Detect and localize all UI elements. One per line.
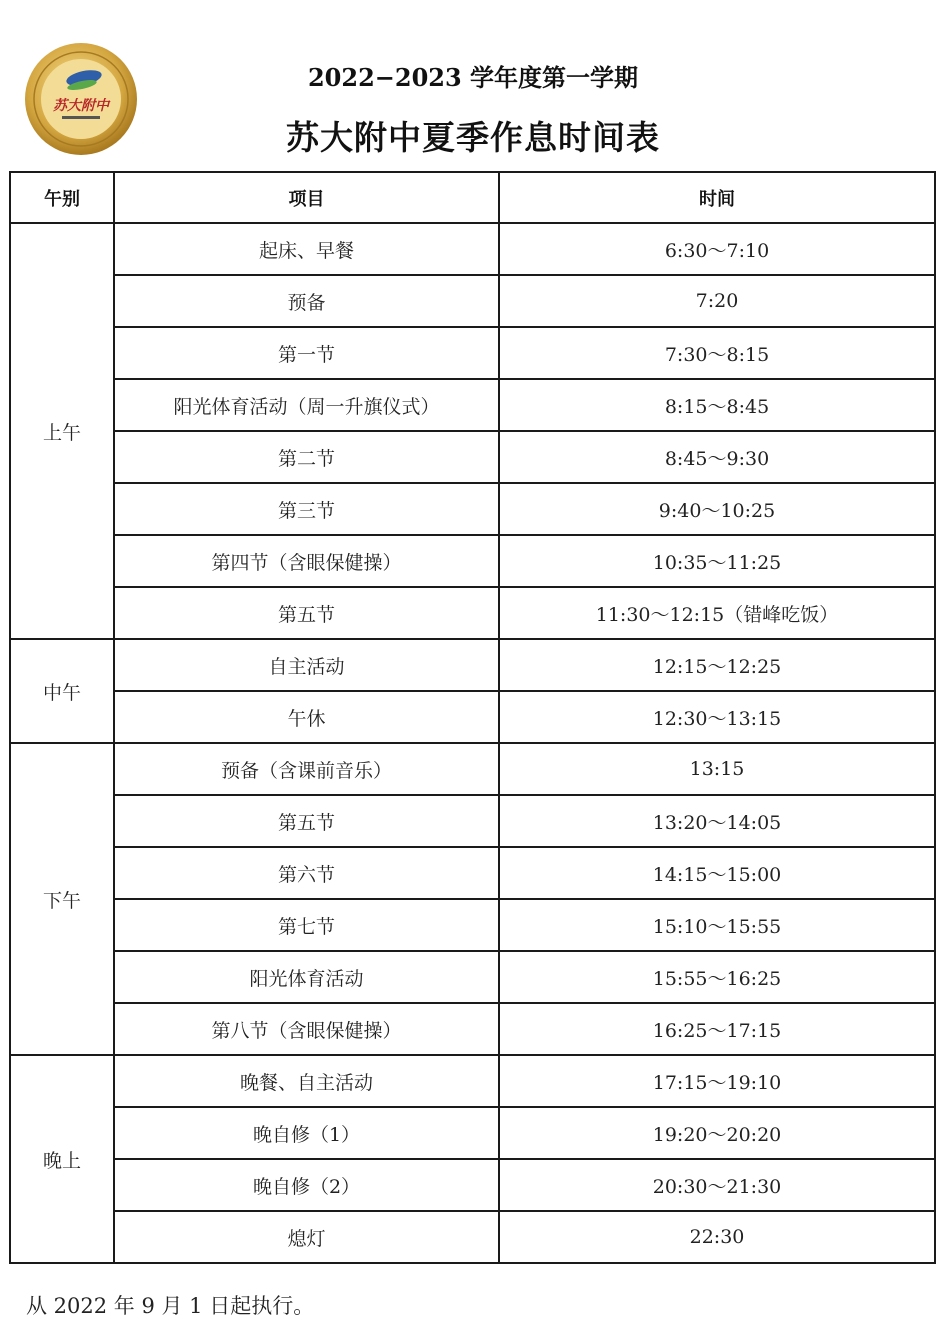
period-cell: 晚上 <box>10 1055 114 1263</box>
item-cell: 第七节 <box>114 899 499 951</box>
time-cell: 9:40～10:25 <box>499 483 935 535</box>
time-cell: 13:15 <box>499 743 935 795</box>
time-cell: 15:10～15:55 <box>499 899 935 951</box>
time-cell: 14:15～15:00 <box>499 847 935 899</box>
semester-subtitle: 2022−2023 学年度第一学期 <box>307 63 639 92</box>
table-row <box>10 223 935 275</box>
time-cell: 10:35～11:25 <box>499 535 935 587</box>
page-title: 苏大附中夏季作息时间表 <box>286 118 660 157</box>
item-cell: 熄灯 <box>114 1211 499 1263</box>
item-cell: 阳光体育活动（周一升旗仪式） <box>114 379 499 431</box>
column-header-time: 时间 <box>499 172 935 223</box>
table-row <box>10 275 935 327</box>
time-cell: 8:15～8:45 <box>499 379 935 431</box>
time-cell: 12:15～12:25 <box>499 639 935 691</box>
column-header-item: 项目 <box>114 172 499 223</box>
time-cell: 7:30～8:15 <box>499 327 935 379</box>
time-cell: 6:30～7:10 <box>499 223 935 275</box>
time-cell: 8:45～9:30 <box>499 431 935 483</box>
time-cell: 20:30～21:30 <box>499 1159 935 1211</box>
item-cell: 第二节 <box>114 431 499 483</box>
svg-text:苏大附中: 苏大附中 <box>53 98 109 114</box>
table-row <box>10 587 935 639</box>
item-cell: 自主活动 <box>114 639 499 691</box>
item-cell: 预备（含课前音乐） <box>114 743 499 795</box>
table-header-row <box>10 172 935 223</box>
time-cell: 19:20～20:20 <box>499 1107 935 1159</box>
table-row <box>10 847 935 899</box>
time-cell: 22:30 <box>499 1211 935 1263</box>
table-row <box>10 379 935 431</box>
item-cell: 午休 <box>114 691 499 743</box>
table-row <box>10 951 935 1003</box>
schedule-table <box>9 171 936 1264</box>
time-cell: 7:20 <box>499 275 935 327</box>
item-cell: 第三节 <box>114 483 499 535</box>
table-row <box>10 691 935 743</box>
table-row <box>10 483 935 535</box>
item-cell: 阳光体育活动 <box>114 951 499 1003</box>
time-cell: 13:20～14:05 <box>499 795 935 847</box>
table-row <box>10 1055 935 1107</box>
item-cell: 第六节 <box>114 847 499 899</box>
table-row <box>10 1003 935 1055</box>
item-cell: 起床、早餐 <box>114 223 499 275</box>
item-cell: 晚自修（2） <box>114 1159 499 1211</box>
item-cell: 第八节（含眼保健操） <box>114 1003 499 1055</box>
item-cell: 第一节 <box>114 327 499 379</box>
table-row <box>10 795 935 847</box>
item-cell: 晚自修（1） <box>114 1107 499 1159</box>
table-row <box>10 899 935 951</box>
time-cell: 12:30～13:15 <box>499 691 935 743</box>
table-row <box>10 1159 935 1211</box>
column-header-period: 午别 <box>10 172 114 223</box>
item-cell: 第五节 <box>114 587 499 639</box>
schedule-body <box>10 223 935 1263</box>
table-row <box>10 431 935 483</box>
item-cell: 第五节 <box>114 795 499 847</box>
item-cell: 第四节（含眼保健操） <box>114 535 499 587</box>
item-cell: 晚餐、自主活动 <box>114 1055 499 1107</box>
table-row <box>10 743 935 795</box>
table-row <box>10 327 935 379</box>
time-cell: 11:30～12:15（错峰吃饭） <box>499 587 935 639</box>
table-row <box>10 1211 935 1263</box>
table-row <box>10 639 935 691</box>
time-cell: 16:25～17:15 <box>499 1003 935 1055</box>
period-cell: 中午 <box>10 639 114 743</box>
table-row <box>10 1107 935 1159</box>
time-cell: 17:15～19:10 <box>499 1055 935 1107</box>
table-row <box>10 535 935 587</box>
period-cell: 下午 <box>10 743 114 1055</box>
effective-date-note: 从 2022 年 9 月 1 日起执行。 <box>26 1294 315 1318</box>
item-cell: 预备 <box>114 275 499 327</box>
period-cell: 上午 <box>10 223 114 639</box>
time-cell: 15:55～16:25 <box>499 951 935 1003</box>
